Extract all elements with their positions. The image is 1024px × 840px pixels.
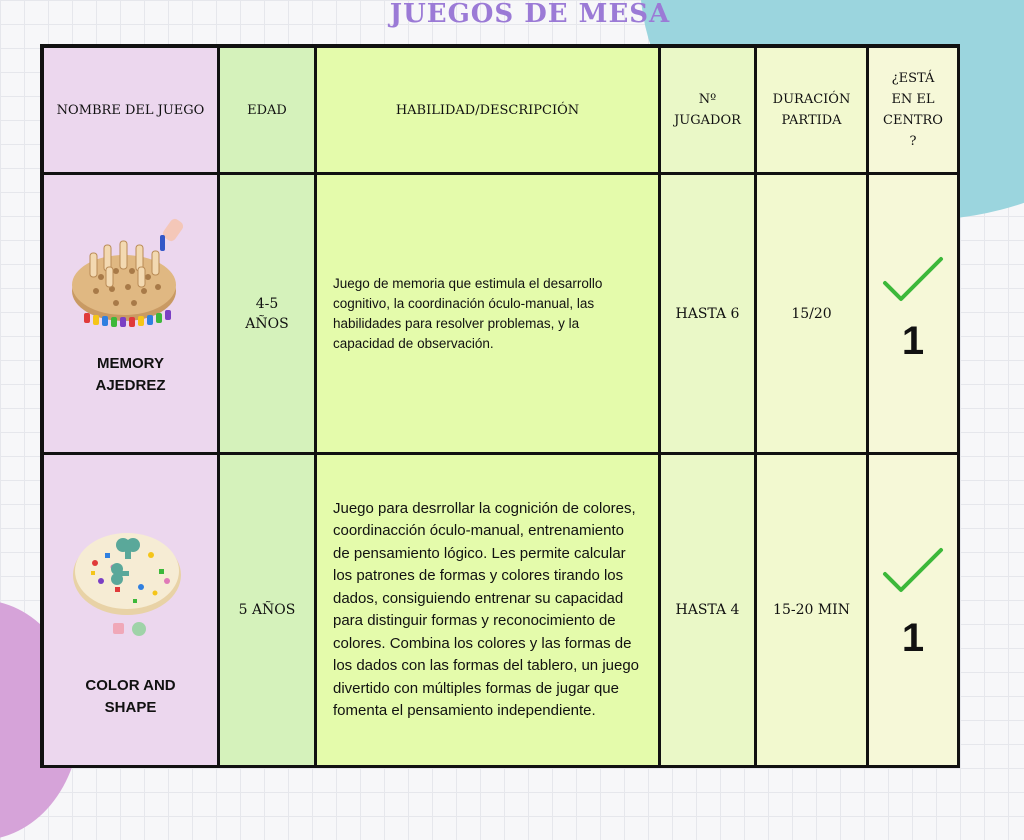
memory-chess-board-image	[66, 209, 196, 339]
header-age: EDAD	[220, 48, 317, 175]
table-row-name	[44, 455, 220, 768]
table-row-name	[44, 175, 220, 455]
in-center-cell	[869, 175, 960, 455]
game-description: Juego de memoria que estimula el desarrollo cognitivo, la coordinación óculo-manual, las habilidades para resolver problemas, y la capacidad de observación.	[317, 175, 661, 455]
game-age: 5 AÑOS	[220, 455, 317, 768]
game-players: HASTA 4	[661, 455, 757, 768]
header-players: Nº JUGADOR	[661, 48, 757, 175]
checkmark-icon	[881, 255, 945, 305]
game-duration: 15/20	[757, 175, 869, 455]
in-center-count: 1	[901, 319, 925, 363]
header-in-center: ¿ESTÁ EN EL CENTRO ?	[869, 48, 960, 175]
in-center-count: 1	[901, 615, 925, 660]
game-duration: 15-20 MIN	[757, 455, 869, 768]
header-duration: DURACIÓN PARTIDA	[757, 48, 869, 175]
page-title: JUEGOS DE MESA	[389, 0, 671, 29]
game-name: COLOR AND SHAPE	[85, 677, 176, 716]
header-name: NOMBRE DEL JUEGO	[44, 48, 220, 175]
header-skill: HABILIDAD/DESCRIPCIÓN	[317, 48, 661, 175]
game-players: HASTA 6	[661, 175, 757, 455]
game-description: Juego para desrrollar la cognición de colores, coordinacción óculo-manual, entrenamiento de pensamiento lógico. Les permite calcular los patrones de formas y colores tirando los dados, consiguiendo entrenar su capacidad para distinguir formas y reconocimiento de colores. Combina los colores y las formas de los dados con las formas del tablero, un juego divertido con múltiples formas de jugar que fomenta el pensamiento independiente.	[317, 455, 661, 768]
color-shape-board-image	[71, 525, 191, 645]
checkmark-icon	[881, 546, 945, 596]
games-table	[40, 44, 960, 768]
game-name: MEMORY AJEDREZ	[95, 355, 166, 394]
game-age: 4-5 AÑOS	[220, 175, 317, 455]
in-center-cell	[869, 455, 960, 768]
